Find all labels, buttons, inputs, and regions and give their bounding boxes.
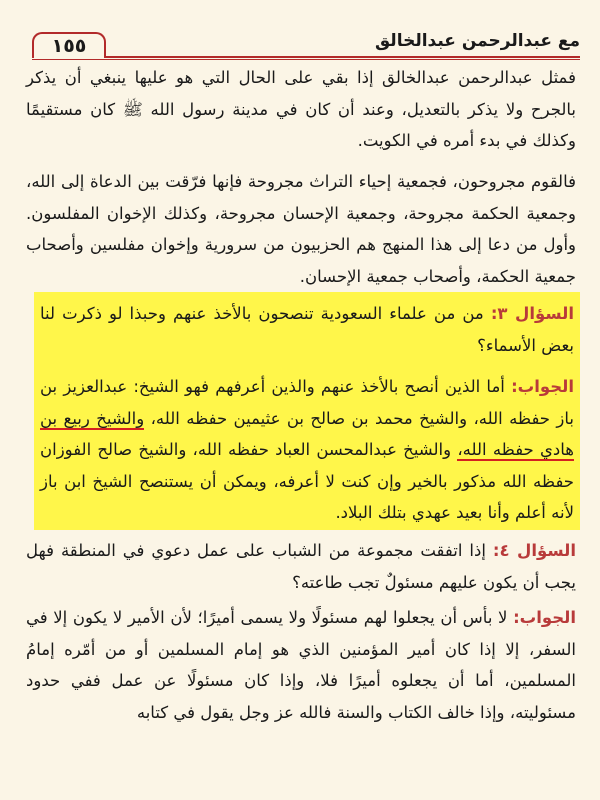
question-4-label: السؤال ٤:: [492, 541, 577, 560]
paragraph-2-text: فالقوم مجروحون، فجمعية إحياء التراث مجروحة فإنها فرّقت بين الدعاة إلى الله، وجمعية الحكمة مجروحة، وجمعية الإحسان مجروحة، وكذلك الإخوان المفلسون. وأول من دعا إلى هذا المنهج هم الحزبيون من سرورية وإخوان مفلسين وأصحاب جمعية الحكمة، وأصحاب جمعية الإحسان.: [26, 172, 576, 286]
paragraph-2: [26, 166, 576, 292]
answer-3-text-after: والشيخ عبدالمحسن العباد حفظه الله، والشيخ صالح الفوزان حفظه الله مذكور بالخير وإن كنت لا أعرفه، ويمكن أن يستنصح الشيخ ابن باز لأنه أعلم وأنا بعيد عهدي بتلك البلاد.: [40, 440, 574, 522]
answer-4: [26, 602, 576, 728]
answer-4-block: [26, 602, 576, 728]
running-title: مع عبدالرحمن عبدالخالق: [374, 31, 580, 51]
question-3-text: من من علماء السعودية تنصحون بالأخذ عنهم وحبذا لو ذكرت لنا بعض الأسماء؟: [40, 304, 574, 355]
question-4-text: إذا اتفقت مجموعة من الشباب على عمل دعوي في المنطقة فهل يجب أن يكون عليهم مسئولٌ تجب طاعته؟: [26, 541, 576, 592]
header-rule-thin: [32, 59, 580, 60]
question-4: [26, 535, 576, 598]
paragraph-1: [26, 62, 576, 157]
question-3: [40, 298, 574, 361]
question-4-block: [26, 535, 576, 598]
paragraph-1-text: فمثل عبدالرحمن عبدالخالق إذا بقي على الحال التي هو عليها ينبغي أن يذكر بالجرح ولا يذكر بالتعديل، وعند أن كان في مدينة رسول الله ﷺ كان مستقيمًا وكذلك في بدء أمره في الكويت.: [26, 68, 576, 150]
answer-3: [40, 371, 574, 529]
answer-3-underlined: والشيخ ربيع بن هادي حفظه الله،: [40, 408, 574, 459]
page-header: [32, 30, 580, 60]
answer-4-label: الجواب:: [513, 608, 577, 627]
header-rule: [32, 56, 580, 58]
question-3-label: السؤال ٣:: [490, 304, 575, 323]
answer-4-text: لا بأس أن يجعلوا لهم مسئولًا ولا يسمى أميرًا؛ لأن الأمير لا يكون إلا في السفر، إلا إذا كان أمير المؤمنين الذي هو إمام المسلمين أو من أمّره إمامُ المسلمين، أما أن يجعلوه أميرًا فلا، وإذا كان مسئولًا عن عمل ففي حدود مسئوليته، وإذا خالف الكتاب والسنة فالله عز وجل يقول في كتابه: [26, 608, 576, 722]
page-number: ١٥٥: [32, 32, 106, 58]
answer-3-text-before: أما الذين أنصح بالأخذ عنهم والذين أعرفهم فهو الشيخ: عبدالعزيز بن باز حفظه الله، والشيخ محمد بن صالح بن عثيمين حفظه الله،: [40, 377, 574, 428]
highlighted-qa: [40, 298, 574, 529]
answer-3-label: الجواب:: [511, 377, 574, 396]
